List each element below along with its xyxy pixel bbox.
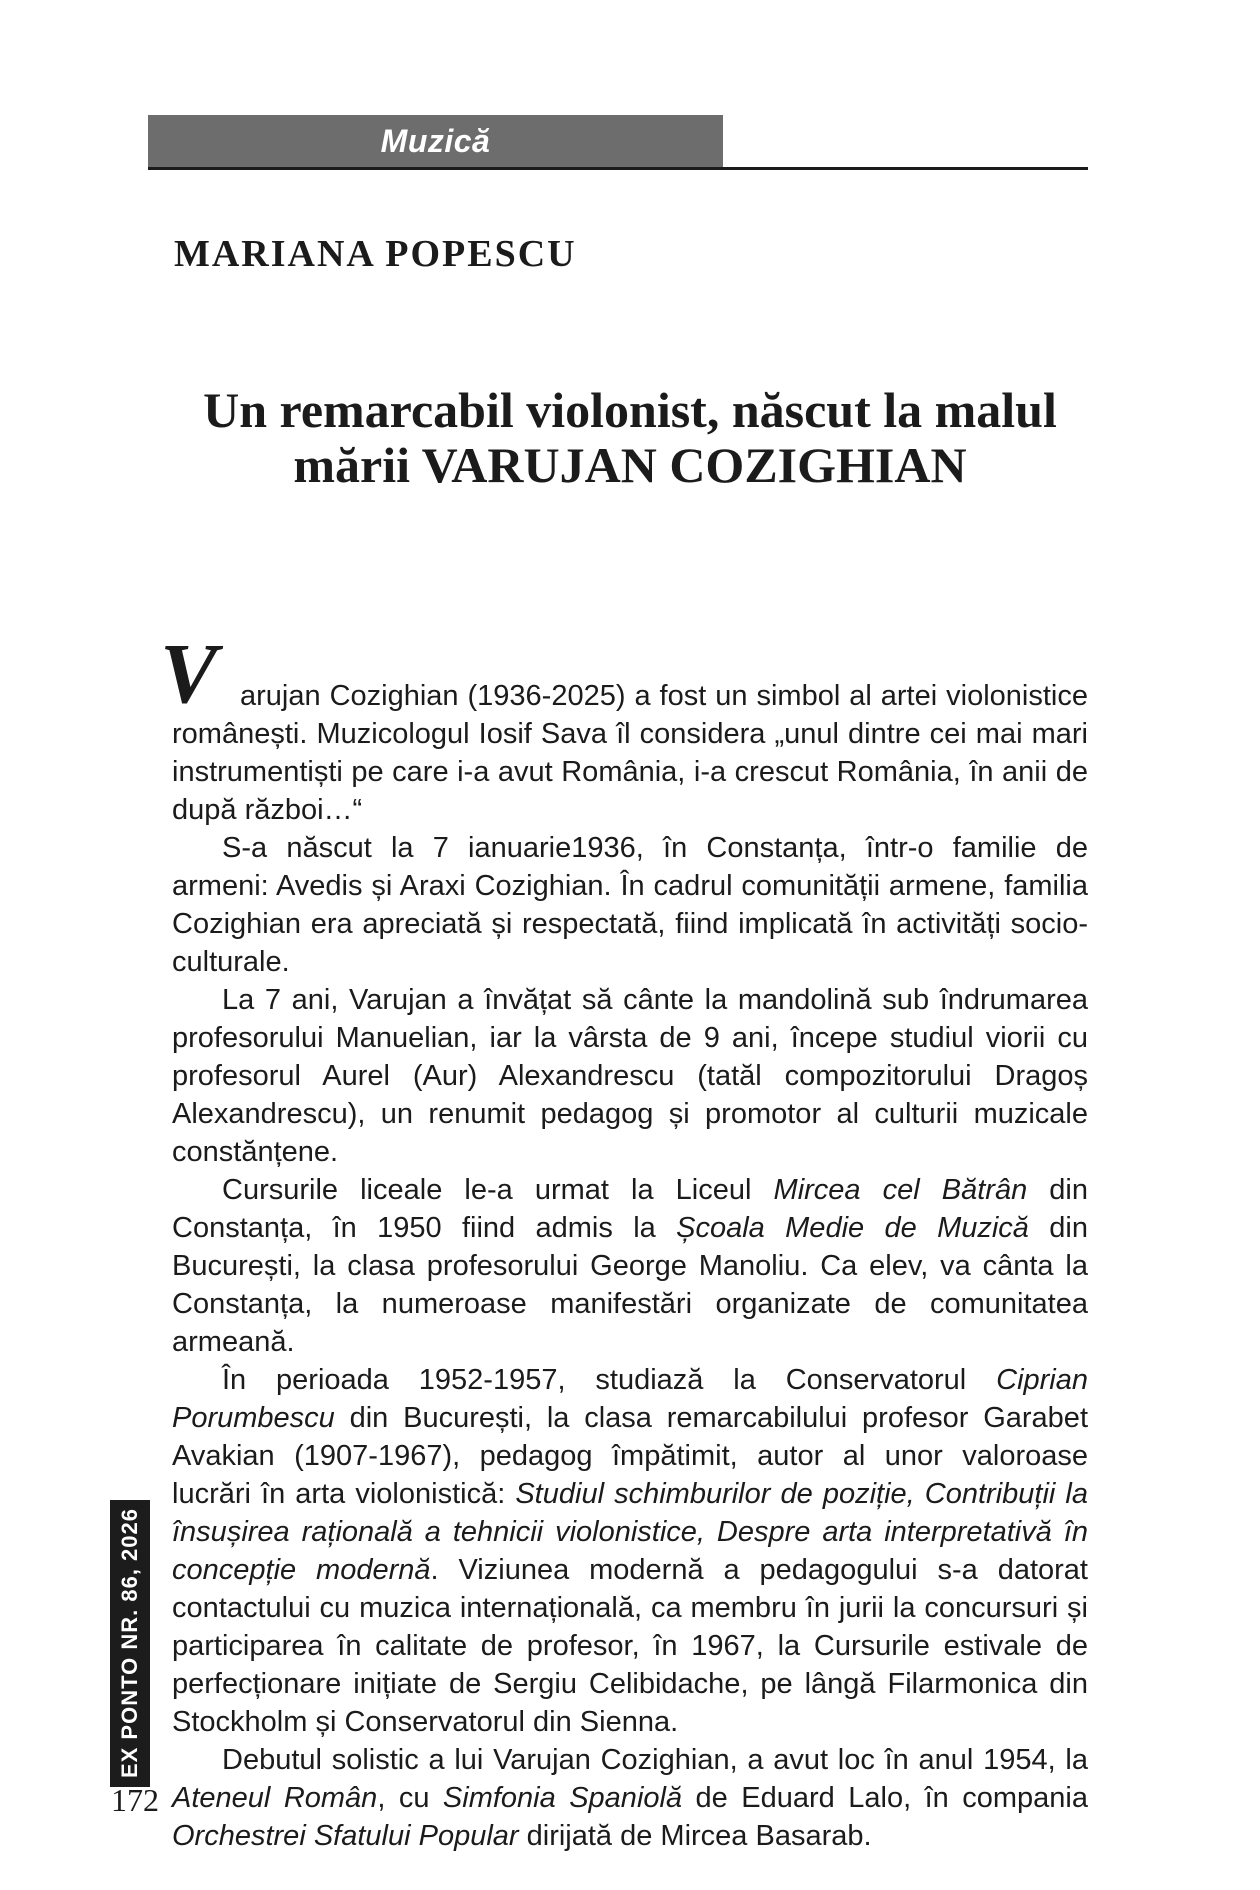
paragraph-text-segment: , cu	[377, 1782, 443, 1814]
body-paragraph	[172, 1361, 1088, 1741]
paragraph-text-segment: din București, la clasa profesorului George Manoliu. Ca elev, va cânta la Constanța, la numeroase manifestări organizate de comunitatea armeană.	[172, 1212, 1088, 1358]
paragraph-text-segment: În perioada 1952-1957, studiază la Conservatorul	[222, 1364, 997, 1396]
paragraph-text-segment: dirijată de Mircea Basarab.	[518, 1820, 872, 1852]
paragraph-text-segment: Școala Medie de Muzică	[676, 1212, 1029, 1244]
paragraph-text-segment: . Viziunea modernă a pedagogului s-a datorat contactului cu muzica internațională, ca membru în jurii la concursuri și participarea în calitate de profesor, în 1967, la Cursurile estivale de perfecționare inițiate de Sergiu Celibidache, pe lângă Filarmonica din Stockholm și Conservatorul din Sienna.	[172, 1554, 1088, 1738]
paragraph-text-segment: La 7 ani, Varujan a învățat să cânte la mandolină sub îndrumarea profesorului Manuelian, iar la vârsta de 9 ani, începe studiul viorii cu profesorul Aurel (Aur) Alexandrescu (tatăl compozitorului Dragoș Alexandrescu), un renumit pedagog și promotor al culturii muzicale constănțene.	[172, 984, 1088, 1168]
article-title	[172, 383, 1088, 493]
paragraph-text-segment: de Eduard Lalo, în compania	[682, 1782, 1088, 1814]
section-header-bar	[148, 115, 723, 167]
article-title-line2: mării VARUJAN COZIGHIAN	[293, 437, 967, 493]
paragraph-text-segment: Cursurile liceale le-a urmat la Liceul	[222, 1174, 774, 1206]
body-paragraph	[172, 677, 1088, 829]
paragraph-text-segment: Simfonia Spaniolă	[442, 1782, 683, 1814]
body-paragraph	[172, 981, 1088, 1171]
body-paragraph	[172, 1171, 1088, 1361]
paragraph-text-segment: Orchestrei Sfatului Popular	[172, 1820, 519, 1852]
page-number: 172	[111, 1782, 159, 1818]
paragraph-text-segment: arujan Cozighian (1936-2025) a fost un simbol al artei violonistice românești. Muzicologul Iosif Sava îl considera „unul dintre cei mai mari instrumentiști pe care i-a avut România, i-a crescut România, în anii de după război…“	[172, 680, 1088, 826]
paragraph-text-segment: S-a născut la 7 ianuarie1936, în Constanța, într-o familie de armeni: Avedis și Araxi Cozighian. În cadrul comunității armene, familia Cozighian era apreciată și respectată, fiind implicată în activități socio-culturale.	[172, 832, 1088, 978]
header-rule	[148, 167, 1088, 170]
article-title-line1: Un remarcabil violonist, născut la malul	[203, 382, 1057, 438]
paragraph-text-segment: din Constanța, în 1950 fiind admis la	[172, 1174, 1088, 1244]
body-paragraph	[172, 1741, 1088, 1855]
journal-spine-label: EX PONTO NR. 86, 2026	[117, 1508, 142, 1779]
article-body	[172, 677, 1088, 1855]
paragraph-text-segment: Ciprian Porumbescu	[172, 1364, 1088, 1434]
section-label: Muzică	[380, 122, 491, 159]
paragraph-text-segment: Studiul schimburilor de poziție, Contribuții la însușirea rațională a tehnicii violonistice, Despre arta interpretativă în concepție modernă	[172, 1478, 1088, 1586]
paragraph-text-segment: Ateneul Român	[172, 1782, 378, 1814]
author-byline: MARIANA POPESCU	[174, 233, 577, 275]
paragraph-text-segment: Mircea cel Bătrân	[773, 1174, 1028, 1206]
journal-spine-bar	[110, 1500, 150, 1787]
paragraph-text-segment: din București, la clasa remarcabilului profesor Garabet Avakian (1907-1967), pedagog împătimit, autor al unor valoroase lucrări în arta violonistică:	[172, 1402, 1088, 1510]
paragraph-text-segment: Debutul solistic a lui Varujan Cozighian, a avut loc în anul 1954, la	[222, 1744, 1088, 1776]
drop-cap: V	[160, 625, 218, 721]
body-paragraph	[172, 829, 1088, 981]
